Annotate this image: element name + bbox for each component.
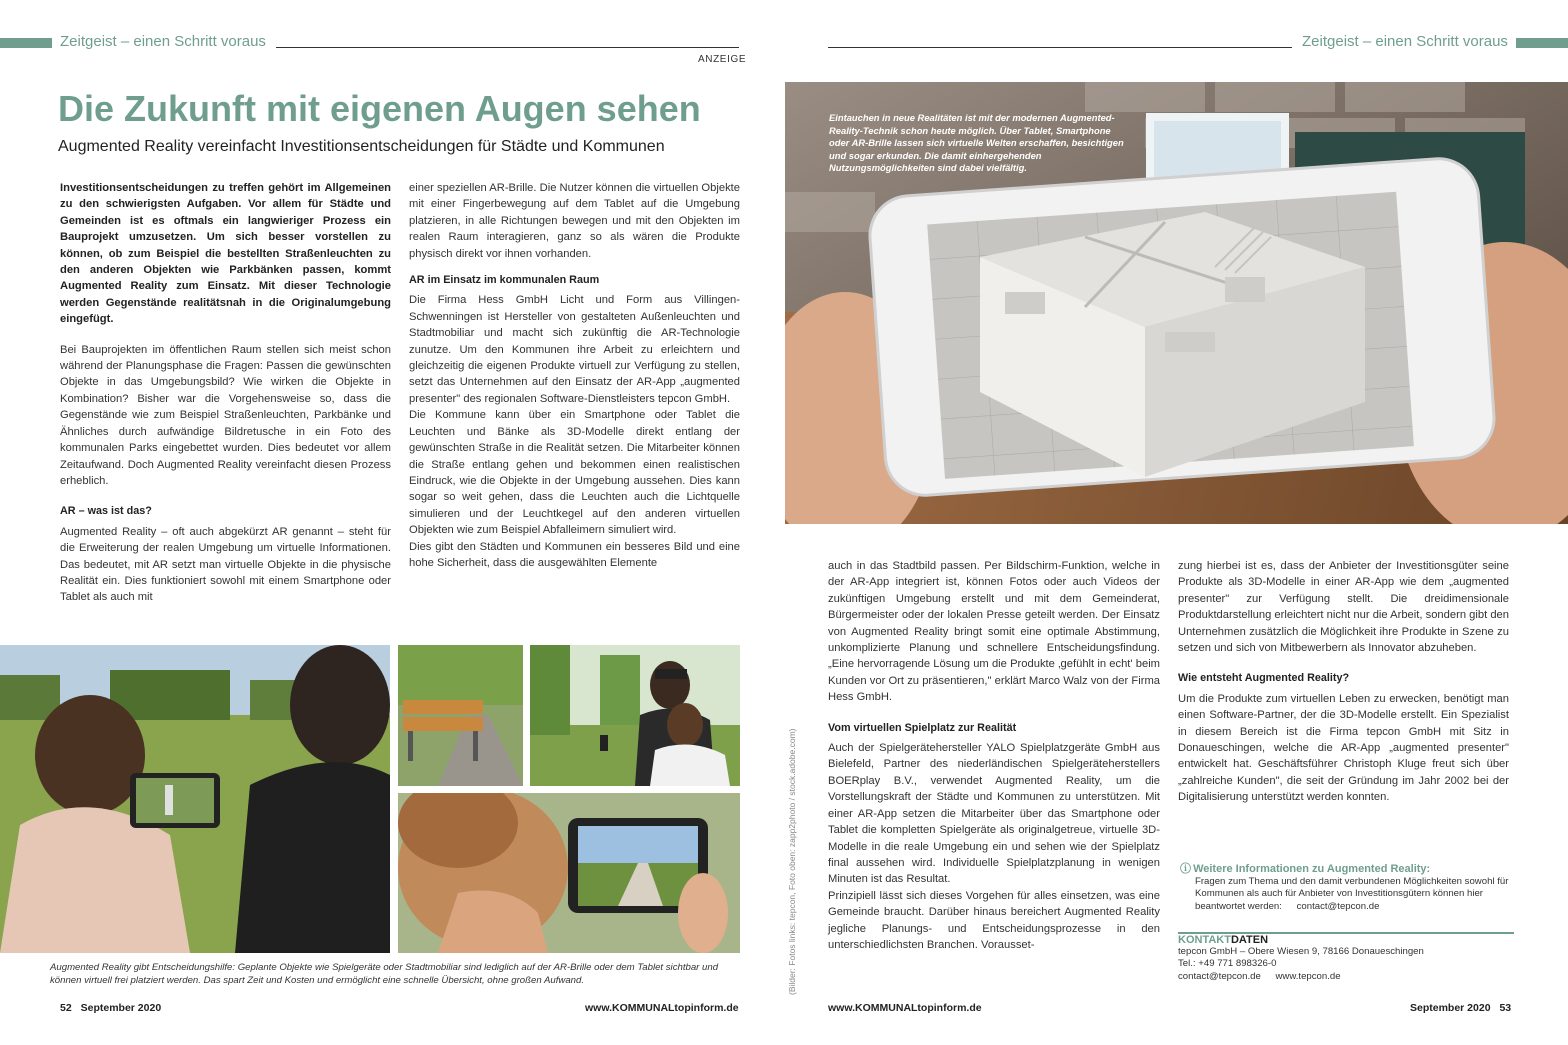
contact-email-link[interactable]: contact@tepcon.de: [1178, 970, 1261, 982]
bench-illustration: [398, 645, 523, 786]
subheading: AR – was ist das?: [60, 505, 152, 518]
footer-left: [60, 1002, 161, 1014]
footer-url-left[interactable]: www.KOMMUNALtopinform.de: [585, 1002, 739, 1014]
paragraph: auch in das Stadtbild passen. Per Bildschirm-Funktion, welche in der AR-App integriert ist, können Fotos oder auch Videos der zukünftigen Umgebung erstellt und mit dem Gemeinderat, Bürgermeister oder der lokalen Presse geteilt werden. Der Einsatz von Augmented Reality bringt somit eine optimale Abstimmung, unkomplizierte Planung und schnellere Entscheidungsfindung. „Eine hervorragende Lösung um die Produkte ‚gefühlt in echt' beim Kunden vor Ort zu präsentieren," erklärt Marco Walz von der Firma Hess GmbH.: [828, 560, 1160, 704]
issue-date-left: September 2020: [80, 1002, 162, 1014]
info-email-link[interactable]: contact@tepcon.de: [1296, 900, 1380, 912]
photo-credit: (Bilder: Fotos links: tepcon, Foto oben: zapp2photo / stock.adobe.com): [787, 728, 797, 995]
contact-title: KONTAKTDATEN: [1178, 934, 1269, 946]
paragraph: zung hierbei ist es, dass der Anbieter der Investitionsgüter seine Produkte als 3D-Modelle in einer AR-App wie dem „augmented presenter" zur Verfügung stellt. Die dreidimensionale Produktdarstellung erleichtert nicht nur die Arbeit, sondern gibt den Unternehmen zusätzlich die Möglichkeit ihre Produkte in Szene zu setzen und sich von Mitbewerbern als Innovator abzuheben.: [1178, 560, 1509, 655]
contact-links: [1178, 971, 1514, 983]
page-number-right: 53: [1499, 1002, 1512, 1014]
contact-address: tepcon GmbH – Obere Wiesen 9, 78166 Donaueschingen: [1178, 946, 1424, 957]
photo-bench: [398, 645, 523, 786]
header-accent-bar-right: [1516, 38, 1568, 48]
article-subtitle: Augmented Reality vereinfacht Investitionsentscheidungen für Städte und Kommunen: [58, 138, 665, 155]
article-title: Die Zukunft mit eigenen Augen sehen: [58, 88, 701, 129]
contact-web-link[interactable]: www.tepcon.de: [1275, 970, 1341, 982]
ar-phone-photo: [785, 82, 1568, 524]
text-column-3: [828, 558, 1160, 953]
header-rule-right: [828, 47, 1292, 48]
subheading: Wie entsteht Augmented Reality?: [1178, 672, 1350, 685]
footer-url-right[interactable]: www.KOMMUNALtopinform.de: [828, 1002, 982, 1014]
page-number-left: 52: [60, 1002, 72, 1014]
paragraph: Bei Bauprojekten im öffentlichen Raum stellen sich meist schon während der Planungsphase die Fragen: Passen die gewünschten Objekte in das Umgebungsbild? Wie wirken die Objekte in Kombination? Bisher war die Vorgehensweise so, dass die Gegenstände wie zum Beispiel Straßenleuchten, Parkbänke und Ähnliches durch aufwändige Bildretusche in ein Foto des kommunalen Parks eingebettet wurden. Dies bedeutet vor allem Zeitaufwand. Doch Augmented Reality vereinfacht diesen Prozess erheblich.: [60, 343, 391, 487]
paragraph: Die Firma Hess GmbH Licht und Form aus Villingen-Schwenningen ist Hersteller von gestalteten Außenleuchten und Stadtmobiliar und macht sich zukünftig die AR-Technologie zunutze. Um den Kommunen ihre Arbeit zu erleichtern und gleichzeitig die eigenen Produkte virtuell zur Verfügung zu stellen, setzt das Unternehmen auf den Einsatz der AR-App „augmented presenter" des regionalen Software-Dienstleisters tepcon GmbH.: [409, 294, 740, 405]
paragraph: Dies gibt den Städten und Kommunen ein besseres Bild und eine hohe Sicherheit, dass die ausgewählten Elemente: [409, 540, 740, 569]
subheading: AR im Einsatz im kommunalen Raum: [409, 274, 600, 287]
info-icon: ⓘ: [1180, 863, 1191, 875]
info-heading: ⓘ Weitere Informationen zu Augmented Reality:: [1180, 860, 1430, 876]
photo-caption-top: Eintauchen in neue Realitäten ist mit der modernen Augmented-Reality-Technik schon heute möglich. Über Tablet, Smartphone oder AR-Brille lassen sich virtuelle Welten erschaffen, besichtigen und sogar erkunden. Die damit einhergehenden Nutzungsmöglichkeiten sind dabei vielfältig.: [829, 112, 1124, 174]
section-title-left: Zeitgeist – einen Schritt voraus: [60, 33, 266, 50]
paragraph: Auch der Spielgerätehersteller YALO Spielplatzgeräte GmbH aus Bielefeld, Partner des niederländischen Spielgeräteherstellers BOERplay B.V., verwendet Augmented Reality, um die Vorstellungskraft der Städte und Kommunen zu unterstützen. Mit einer AR-App setzen die Mitarbeiter über das Smartphone oder Tablet die kompletten Spielgeräte als originalgetreue, virtuelle 3D-Modelle in die reale Umgebung ein und sehen wie der Spielplatz final aussehen wird. Individuelle Spielplatzplanung in wenigen Minuten ist das Resultat.: [828, 742, 1160, 886]
paragraph: Prinzipiell lässt sich dieses Vorgehen für alles einsetzen, was eine Gemeinde braucht. Darüber hinaus bereichert Augmented Reality jegliche Planungs- und Entscheidungsprozesse in den unterschiedlichsten Branchen. Vorausset-: [828, 889, 1160, 951]
header-rule-left: [276, 47, 739, 48]
issue-date-right: September 2020: [1410, 1002, 1491, 1014]
text-column-1: [60, 180, 391, 606]
footer-right: [1410, 1002, 1511, 1014]
contact-phone: Tel.: +49 771 898326-0: [1178, 958, 1277, 970]
photo-caption-bottom: Augmented Reality gibt Entscheidungshilfe: Geplante Objekte wie Spielgeräte oder Stadtmobiliar sind lediglich auf der AR-Brille oder dem Tablet sichtbar und können virtuell frei platziert werden. Das spart Zeit und Kosten und ermöglicht eine schnelle Übersicht, ohne großen Aufwand.: [50, 962, 719, 986]
header-accent-bar-left: [0, 38, 52, 48]
text-column-4: [1178, 558, 1509, 806]
info-text: Fragen zum Thema und den damit verbundenen Möglichkeiten sowohl für Kommunen als auch für Anbieter von Investitionsgütern können hier beantwortet werden: contact@tepcon.de: [1195, 876, 1509, 912]
section-title-right: Zeitgeist – einen Schritt voraus: [1302, 33, 1508, 50]
photo-ar-glasses: [530, 645, 740, 786]
photo-tablet-field: [0, 645, 390, 953]
ad-label: ANZEIGE: [698, 54, 747, 65]
subheading: Vom virtuellen Spielplatz zur Realität: [828, 721, 1017, 734]
paragraph: einer speziellen AR-Brille. Die Nutzer können die virtuellen Objekte mit einer Fingerbewegung auf dem Tablet auf die Umgebung platzieren, in alle Richtungen bewegen und mit den Objekten im realen Raum interagieren, ganz so als wären die Produkte physisch direkt vor ihnen vorhanden.: [409, 182, 740, 260]
photo-tablet-path: [398, 793, 740, 953]
tablet-path-illustration: [398, 793, 740, 953]
ar-glasses-illustration: [530, 645, 740, 786]
text-column-2: [409, 180, 740, 571]
paragraph: Um die Produkte zum virtuellen Leben zu erwecken, benötigt man einen Software-Partner, der die 3D-Modelle erstellt. Ein Spezialist in diesem Bereich ist die Firma tepcon GmbH mit Sitz in Donaueschingen, welche die AR-App „augmented presenter" entwickelt hat. Geschäftsführer Christoph Kluge freut sich über „zahlreiche Kunden", die seit der Gründung im Jahr 2002 bei der Digitalisierung unterstützt werden konnten.: [1178, 692, 1509, 804]
tablet-field-illustration: [0, 645, 390, 953]
paragraph: Augmented Reality – oft auch abgekürzt AR genannt – steht für die Erweiterung der realen Umgebung um virtuelle Informationen. Das bedeutet, mit AR setzt man virtuelle Objekte in die physische Realität ein. Dies funktioniert sowohl mit einem Smartphone oder Tablet als auch mit: [60, 525, 391, 604]
contact-box: [1178, 932, 1514, 983]
lead-paragraph: Investitionsentscheidungen zu treffen gehört im Allgemeinen zu den schwierigsten Aufgaben. Vor allem für Städte und Gemeinden ist es oftmals ein langwieriger Prozess ein Bauprojekt umzusetzen. Um sich besser vorstellen zu können, ob zum Beispiel die bestellten Straßenleuchten zu den anderen Objekten wie Parkbänken passen, kommt Augmented Reality zum Einsatz. Mit dieser Technologie werden Gegenstände realitätsnah in die Originalumgebung eingefügt.: [60, 182, 391, 326]
paragraph: Die Kommune kann über ein Smartphone oder Tablet die Leuchten und Bänke als 3D-Modelle direkt entlang der gewünschten Straße in die Realität setzen. Die Mitarbeiter können die Straße entlang gehen und bekommen einen realistischen Eindruck, wie die Objekte in der Umgebung aussehen. Dies kann sogar so weit gehen, dass die Leuchten auch die Lichtquelle simulieren und der Leuchtkegel auf den anderen virtuellen Objekten wie zum Beispiel Abfalleimern simuliert wird.: [409, 409, 740, 537]
